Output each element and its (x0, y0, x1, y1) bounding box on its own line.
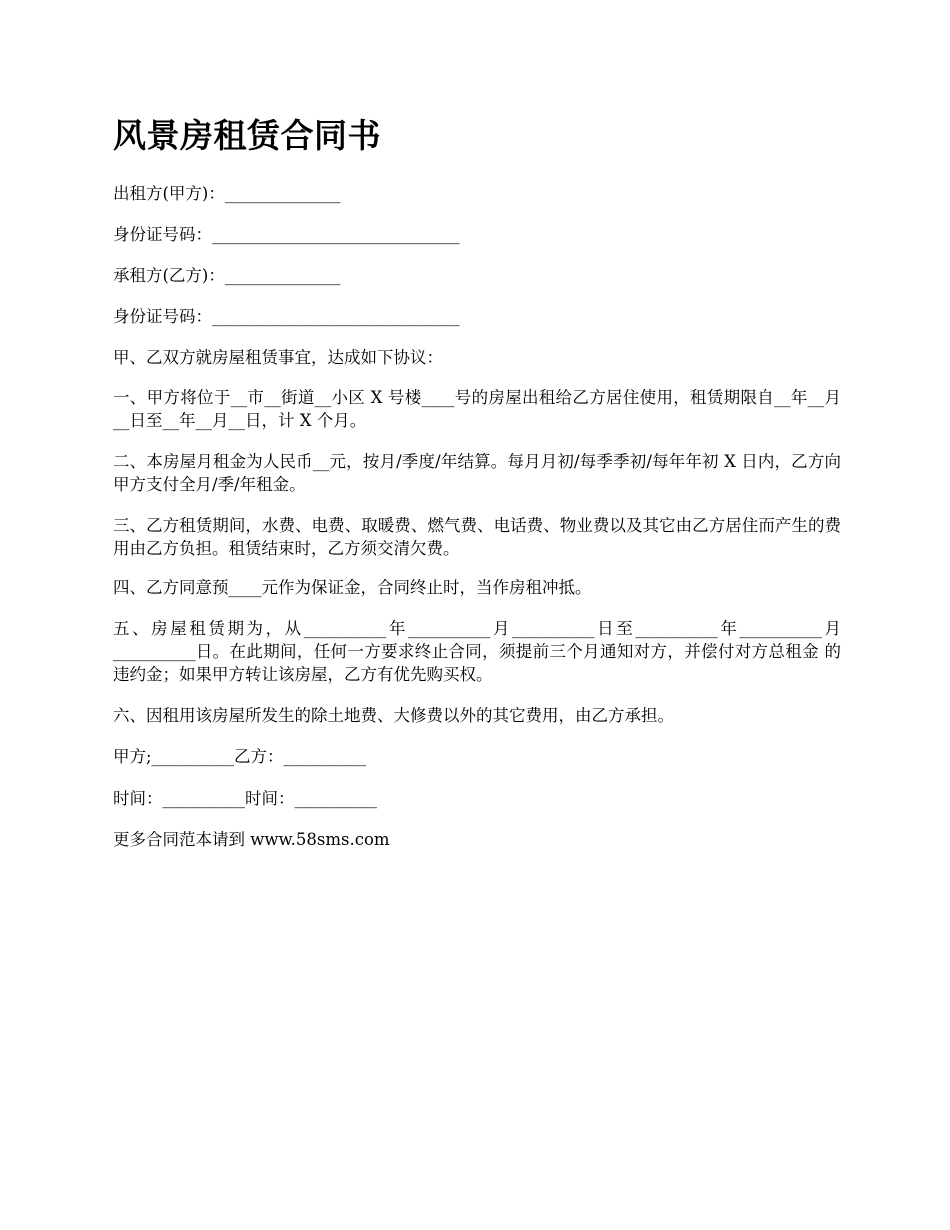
lessor-id-line: 身份证号码：______________________________ (113, 225, 460, 244)
footer-note: 更多合同范本请到 www.58sms.com (113, 830, 390, 849)
clause-2-paragraph: 二、本房屋月租金为人民币__元，按月/季度/年结算。每月月初/每季季初/每年年初 X 日内，乙方向甲方支付全月/季/年租金。 (113, 452, 841, 494)
clause-6-paragraph: 六、因租用该房屋所发生的除土地费、大修费以外的其它费用，由乙方承担。 (113, 706, 674, 725)
lessee-id-line: 身份证号码：______________________________ (113, 307, 460, 326)
date-line: 时间：__________时间：__________ (113, 789, 377, 808)
document-title: 风景房租赁合同书 (113, 116, 381, 155)
preamble-paragraph: 甲、乙双方就房屋租赁事宜，达成如下协议： (113, 348, 443, 367)
lessee-line: 承租方(乙方)：______________ (113, 266, 341, 285)
clause-5-paragraph: 五、房屋租赁期为，从__________年__________月__________日至__________年__________月__________日。在此期间，任何一方要求终止合同，须提前三个月通知对方，并偿付对方总租金 的违约金；如果甲方转让该房屋，乙方有优先购买权。 (113, 619, 841, 684)
clause-1-paragraph: 一、甲方将位于__市__街道__小区 X 号楼____号的房屋出租给乙方居住使用，租赁期限自__年__月__日至__年__月__日，计 X 个月。 (113, 388, 841, 430)
signature-line: 甲方;__________乙方：__________ (113, 747, 367, 766)
clause-3-paragraph: 三、乙方租赁期间，水费、电费、取暖费、燃气费、电话费、物业费以及其它由乙方居住而产生的费用由乙方负担。租赁结束时，乙方须交清欠费。 (113, 516, 841, 558)
lessor-line: 出租方(甲方)：______________ (113, 184, 341, 203)
clause-4-paragraph: 四、乙方同意预____元作为保证金，合同终止时，当作房租冲抵。 (113, 578, 592, 597)
